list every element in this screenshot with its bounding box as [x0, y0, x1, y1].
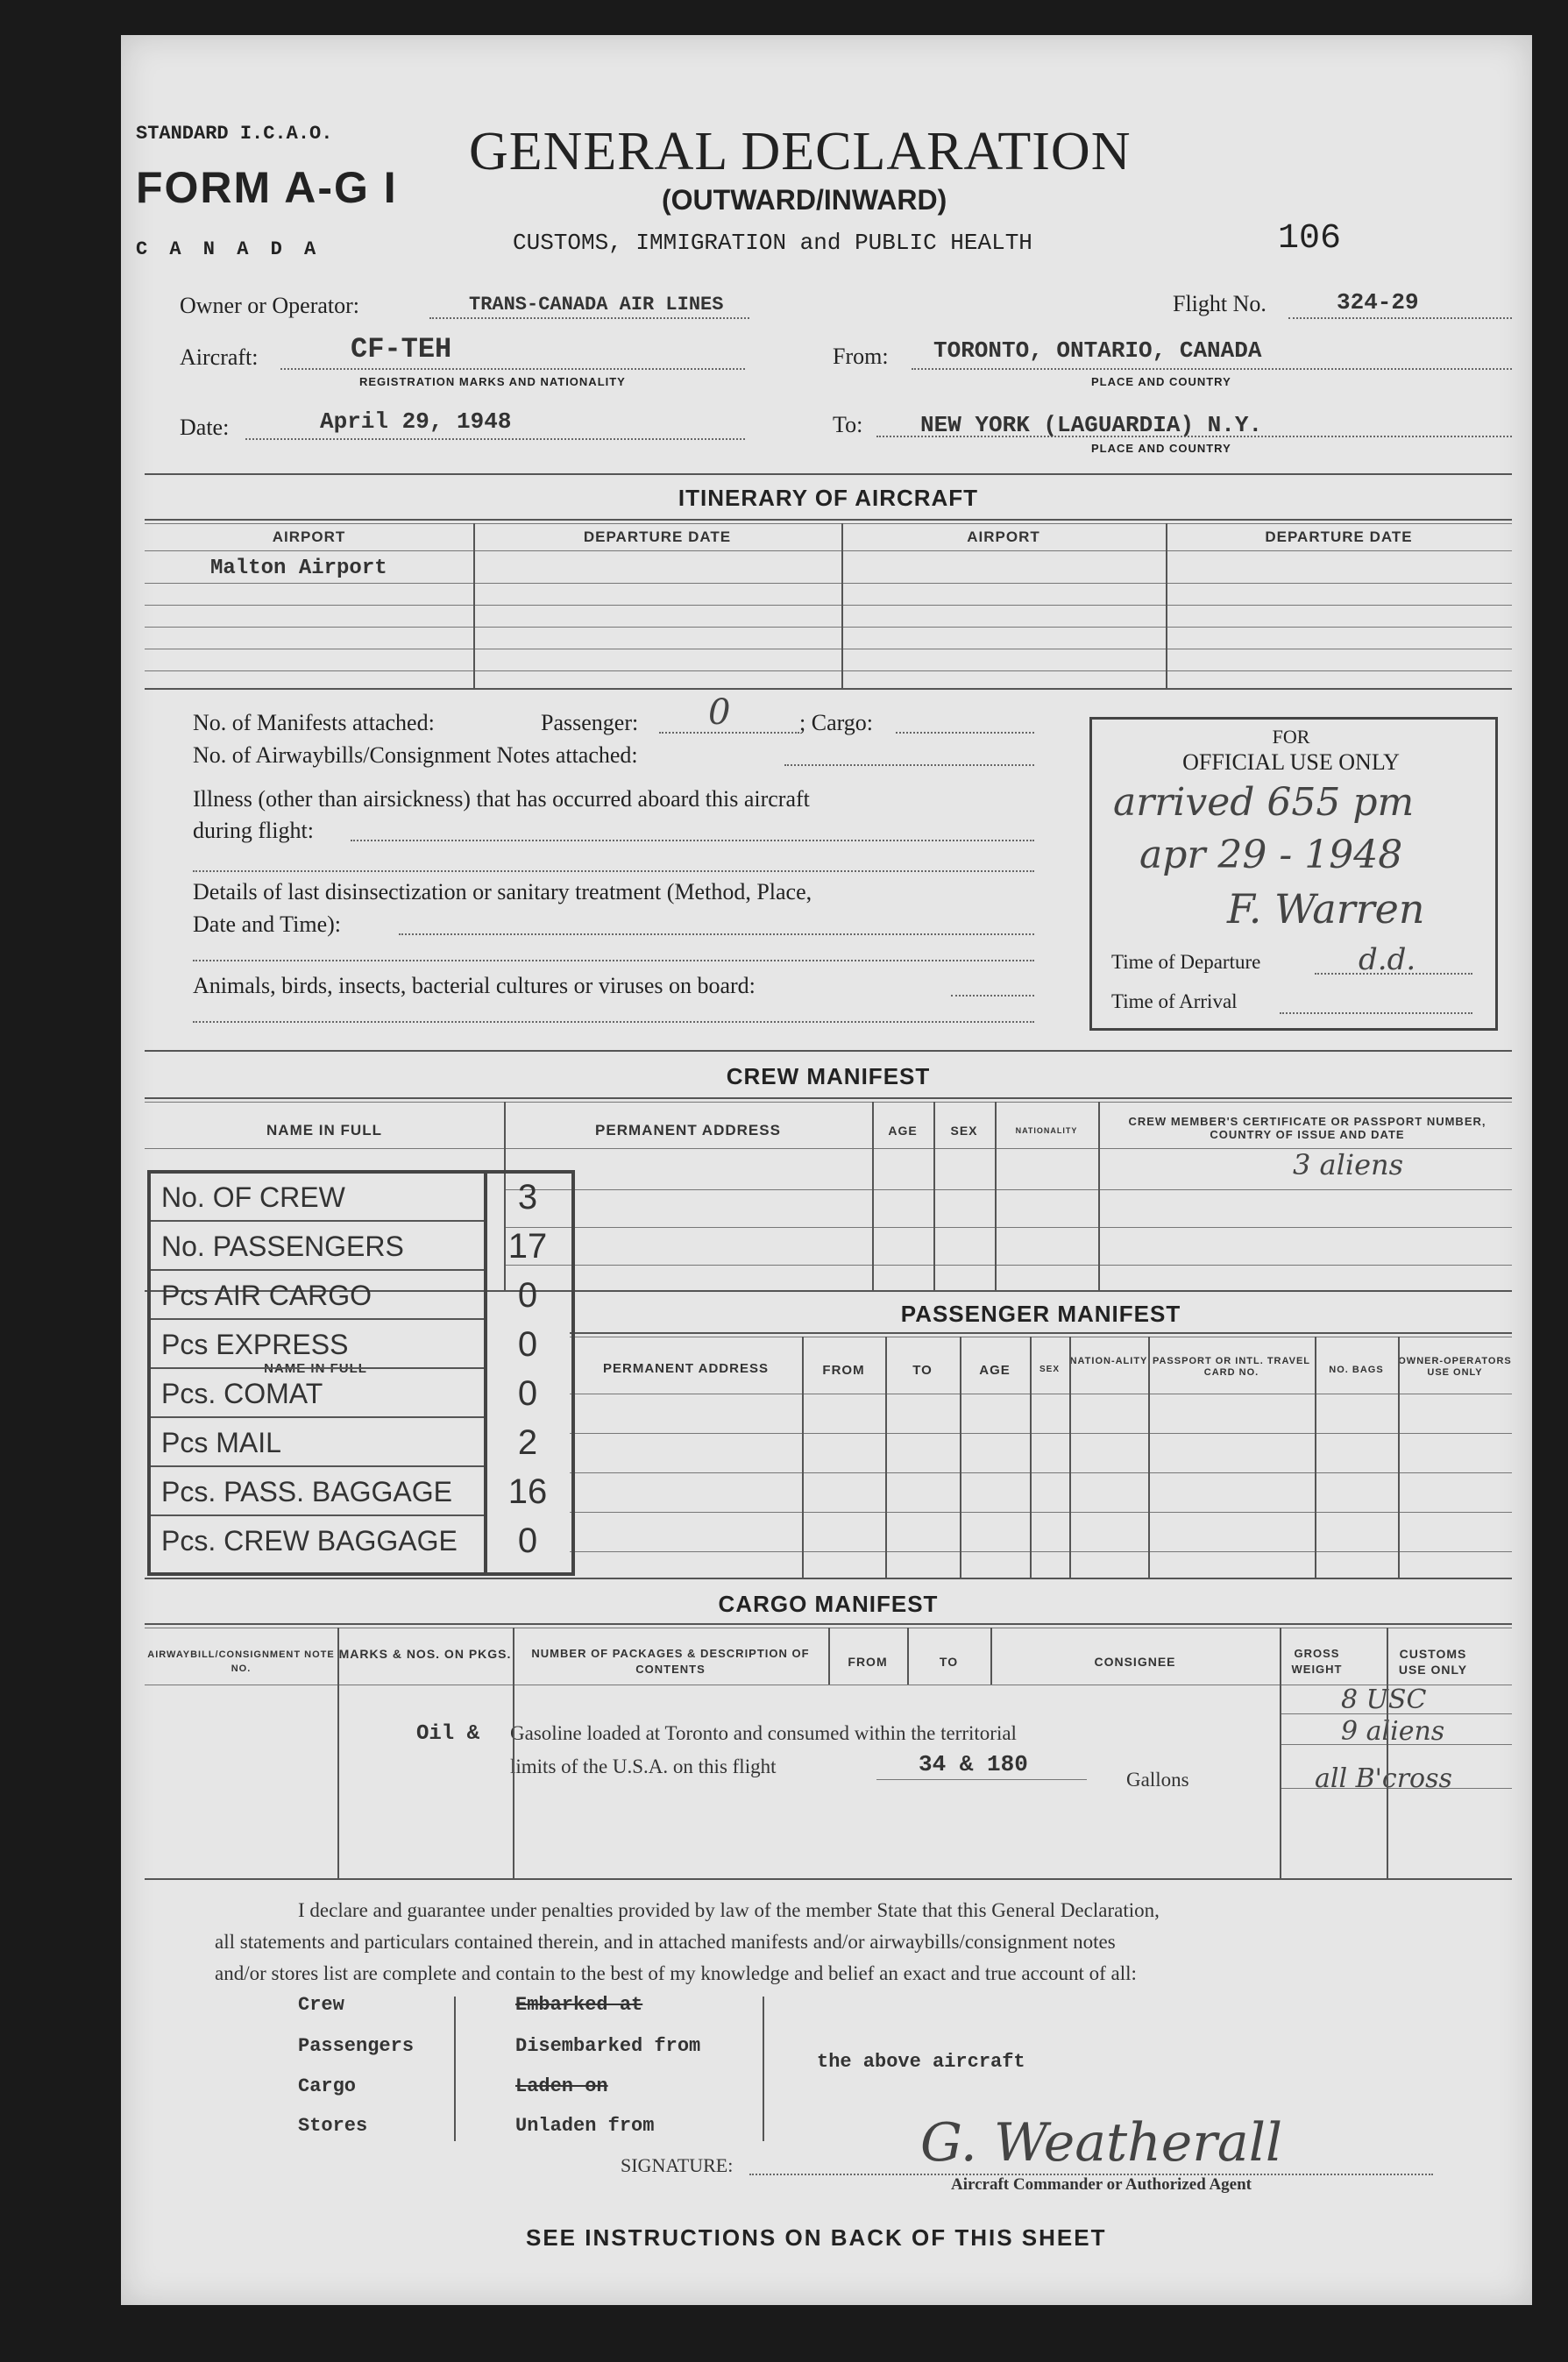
- from-value: TORONTO, ONTARIO, CANADA: [933, 337, 1262, 364]
- stamp-value-crew: 3: [517, 1178, 538, 1216]
- itinerary-header-airport-1: AIRPORT: [272, 528, 346, 545]
- stamp-value-crew-baggage: 0: [517, 1521, 538, 1560]
- aircraft-label: Aircraft:: [180, 344, 259, 370]
- declaration-laden: Laden on: [515, 2075, 608, 2097]
- page-title: GENERAL DECLARATION: [469, 122, 1132, 181]
- stamp-value-comat: 0: [517, 1374, 538, 1413]
- declaration-unladen: Unladen from: [515, 2115, 655, 2137]
- passenger-header-address: PERMANENT ADDRESS: [603, 1361, 769, 1376]
- cargo-description-1: Gasoline loaded at Toronto and consumed within the territorial: [510, 1722, 1017, 1744]
- cargo-customs-note-3: all B'cross: [1315, 1763, 1452, 1794]
- cargo-header-customs: CUSTOMS USE ONLY: [1398, 1647, 1468, 1677]
- passenger-header-name: NAME IN FULL: [264, 1361, 367, 1376]
- declaration-stores: Stores: [298, 2115, 368, 2137]
- passenger-header-bags: NO. BAGS: [1329, 1365, 1384, 1375]
- arrival-time-label: Time of Arrival: [1111, 990, 1238, 1012]
- stamp-label-pass-baggage: Pcs. PASS. BAGGAGE: [151, 1468, 484, 1516]
- stamp-label-express: Pcs EXPRESS: [151, 1321, 484, 1369]
- crew-header-address: PERMANENT ADDRESS: [595, 1122, 781, 1138]
- crew-header-sex: SEX: [950, 1124, 978, 1138]
- date-label: Date:: [180, 415, 230, 440]
- stamp-label-passengers: No. PASSENGERS: [151, 1223, 484, 1271]
- owner-value: TRANS-CANADA AIR LINES: [469, 294, 724, 316]
- cargo-label: ; Cargo:: [799, 710, 874, 735]
- to-place-caption: PLACE AND COUNTRY: [1091, 442, 1231, 455]
- passenger-header-sex: SEX: [1039, 1365, 1060, 1374]
- commander-label: Aircraft Commander or Authorized Agent: [951, 2175, 1252, 2194]
- declaration-crew: Crew: [298, 1994, 344, 2016]
- from-place-caption: PLACE AND COUNTRY: [1091, 375, 1231, 388]
- cargo-description-2: limits of the U.S.A. on this flight: [510, 1756, 777, 1777]
- cargo-header-gross-weight: GROSS WEIGHT: [1291, 1647, 1343, 1676]
- crew-header-nationality: NATIONALITY: [1015, 1126, 1078, 1135]
- official-handwriting-1: arrived 655 pm: [1113, 780, 1415, 825]
- crew-header-age: AGE: [888, 1124, 918, 1138]
- form-number: FORM A-G I: [136, 163, 398, 212]
- owner-label: Owner or Operator:: [180, 293, 360, 318]
- declaration-line-1: I declare and guarantee under penalties provided by law of the member State that this General Declaration,: [298, 1899, 1160, 1921]
- passenger-header-from: FROM: [822, 1363, 865, 1378]
- stamp-value-express: 0: [517, 1325, 538, 1364]
- departure-time-label: Time of Departure: [1111, 951, 1261, 973]
- cargo-amount: 34 & 180: [919, 1751, 1028, 1777]
- official-handwriting-2: apr 29 - 1948: [1139, 833, 1403, 877]
- date-value: April 29, 1948: [320, 408, 512, 435]
- declaration-passengers: Passengers: [298, 2035, 415, 2057]
- crew-header-name: NAME IN FULL: [266, 1122, 382, 1138]
- stamp-label-comat: Pcs. COMAT: [151, 1370, 484, 1418]
- passenger-manifest-title: PASSENGER MANIFEST: [900, 1301, 1181, 1327]
- passenger-header-nationality: NATION-ALITY: [1069, 1356, 1148, 1366]
- crew-manifest-title: CREW MANIFEST: [726, 1063, 931, 1089]
- registration-caption: REGISTRATION MARKS AND NATIONALITY: [359, 375, 626, 388]
- manifests-label: No. of Manifests attached:: [193, 710, 435, 735]
- cargo-header-consignee: CONSIGNEE: [1094, 1655, 1176, 1669]
- stamp-value-mail: 2: [517, 1423, 538, 1462]
- itinerary-header-airport-2: AIRPORT: [967, 528, 1040, 545]
- itinerary-first-airport: Malton Airport: [210, 557, 387, 580]
- cargo-customs-note-2: 9 aliens: [1341, 1716, 1445, 1747]
- flight-value: 324-29: [1337, 289, 1419, 316]
- details-label: Details of last disinsectization or sanitary treatment (Method, Place,: [193, 879, 812, 904]
- customs-label: CUSTOMS, IMMIGRATION and PUBLIC HEALTH: [513, 230, 1032, 256]
- cargo-header-packages: NUMBER OF PACKAGES & DESCRIPTION OF CONTENTS: [531, 1647, 810, 1676]
- flight-label: Flight No.: [1173, 291, 1266, 316]
- stamp-value-pass-baggage: 16: [507, 1472, 548, 1511]
- stamp-label-crew: No. OF CREW: [151, 1174, 484, 1222]
- details-label-2: Date and Time):: [193, 911, 341, 937]
- standard-label: STANDARD I.C.A.O.: [136, 123, 333, 145]
- stamp-label-mail: Pcs MAIL: [151, 1419, 484, 1467]
- declaration-aircraft: the above aircraft: [817, 2051, 1025, 2073]
- stamp-label-air-cargo: Pcs AIR CARGO: [151, 1272, 484, 1320]
- cargo-marks-value: Oil &: [416, 1722, 480, 1746]
- declaration-embarked: Embarked at: [515, 1994, 643, 2016]
- cargo-customs-note-1: 8 USC: [1341, 1685, 1427, 1715]
- declaration-number: 106: [1278, 219, 1342, 259]
- footer-instructions: SEE INSTRUCTIONS ON BACK OF THIS SHEET: [526, 2224, 1107, 2251]
- official-for: FOR: [1272, 726, 1310, 748]
- declaration-line-2: all statements and particulars contained therein, and in attached manifests and/or airwaybills/consignment notes: [215, 1931, 1116, 1953]
- cargo-header-to: TO: [939, 1655, 959, 1669]
- itinerary-header-departure-2: DEPARTURE DATE: [1265, 528, 1413, 545]
- airwaybills-label: No. of Airwaybills/Consignment Notes attached:: [193, 742, 638, 768]
- aircraft-value: CF-TEH: [351, 333, 452, 365]
- stamp-label-crew-baggage: Pcs. CREW BAGGAGE: [161, 1525, 458, 1557]
- stamp-value-air-cargo: 0: [517, 1276, 538, 1315]
- signature-label: SIGNATURE:: [621, 2154, 734, 2176]
- crew-header-certificate: CREW MEMBER'S CERTIFICATE OR PASSPORT NUMBER, COUNTRY OF ISSUE AND DATE: [1128, 1115, 1486, 1141]
- passenger-header-to: TO: [912, 1363, 933, 1378]
- official-title: OFFICIAL USE ONLY: [1182, 749, 1400, 775]
- declaration-cargo: Cargo: [298, 2075, 357, 2097]
- cargo-gallons: Gallons: [1126, 1769, 1189, 1791]
- cargo-header-airwaybill: AIRWAYBILL/CONSIGNMENT NOTE NO.: [147, 1649, 335, 1674]
- itinerary-header-departure-1: DEPARTURE DATE: [583, 528, 732, 545]
- illness-label: Illness (other than airsickness) that has occurred aboard this aircraft: [193, 786, 810, 812]
- crew-note: 3 aliens: [1293, 1148, 1404, 1181]
- from-label: From:: [833, 344, 889, 369]
- passenger-value: 0: [708, 692, 731, 733]
- stamp-value-passengers: 17: [507, 1227, 548, 1266]
- page-subtitle: (OUTWARD/INWARD): [662, 184, 947, 216]
- cargo-header-marks: MARKS & NOS. ON PKGS.: [338, 1647, 512, 1661]
- commander-signature: G. Weatherall: [920, 2112, 1283, 2174]
- passenger-label: Passenger:: [541, 710, 639, 735]
- illness-label-2: during flight:: [193, 818, 314, 843]
- animals-label: Animals, birds, insects, bacterial cultures or viruses on board:: [193, 973, 756, 998]
- itinerary-title: ITINERARY OF AIRCRAFT: [678, 485, 979, 511]
- tally-stamp: [147, 1170, 575, 1576]
- declaration-line-3: and/or stores list are complete and contain to the best of my knowledge and belief an exact and true account of all:: [215, 1962, 1137, 1984]
- official-signature: F. Warren: [1227, 885, 1425, 933]
- cargo-manifest-title: CARGO MANIFEST: [718, 1591, 939, 1617]
- departure-time-value: d.d.: [1359, 942, 1416, 977]
- passenger-header-owner: OWNER-OPERATORS USE ONLY: [1398, 1356, 1512, 1378]
- to-value: NEW YORK (LAGUARDIA) N.Y.: [920, 412, 1263, 438]
- passenger-header-age: AGE: [979, 1363, 1011, 1378]
- passenger-header-passport: PASSPORT OR INTL. TRAVEL CARD NO.: [1152, 1356, 1311, 1378]
- country-label: C A N A D A: [136, 238, 322, 260]
- declaration-disembarked: Disembarked from: [515, 2035, 701, 2057]
- cargo-header-from: FROM: [848, 1655, 888, 1669]
- to-label: To:: [833, 412, 863, 437]
